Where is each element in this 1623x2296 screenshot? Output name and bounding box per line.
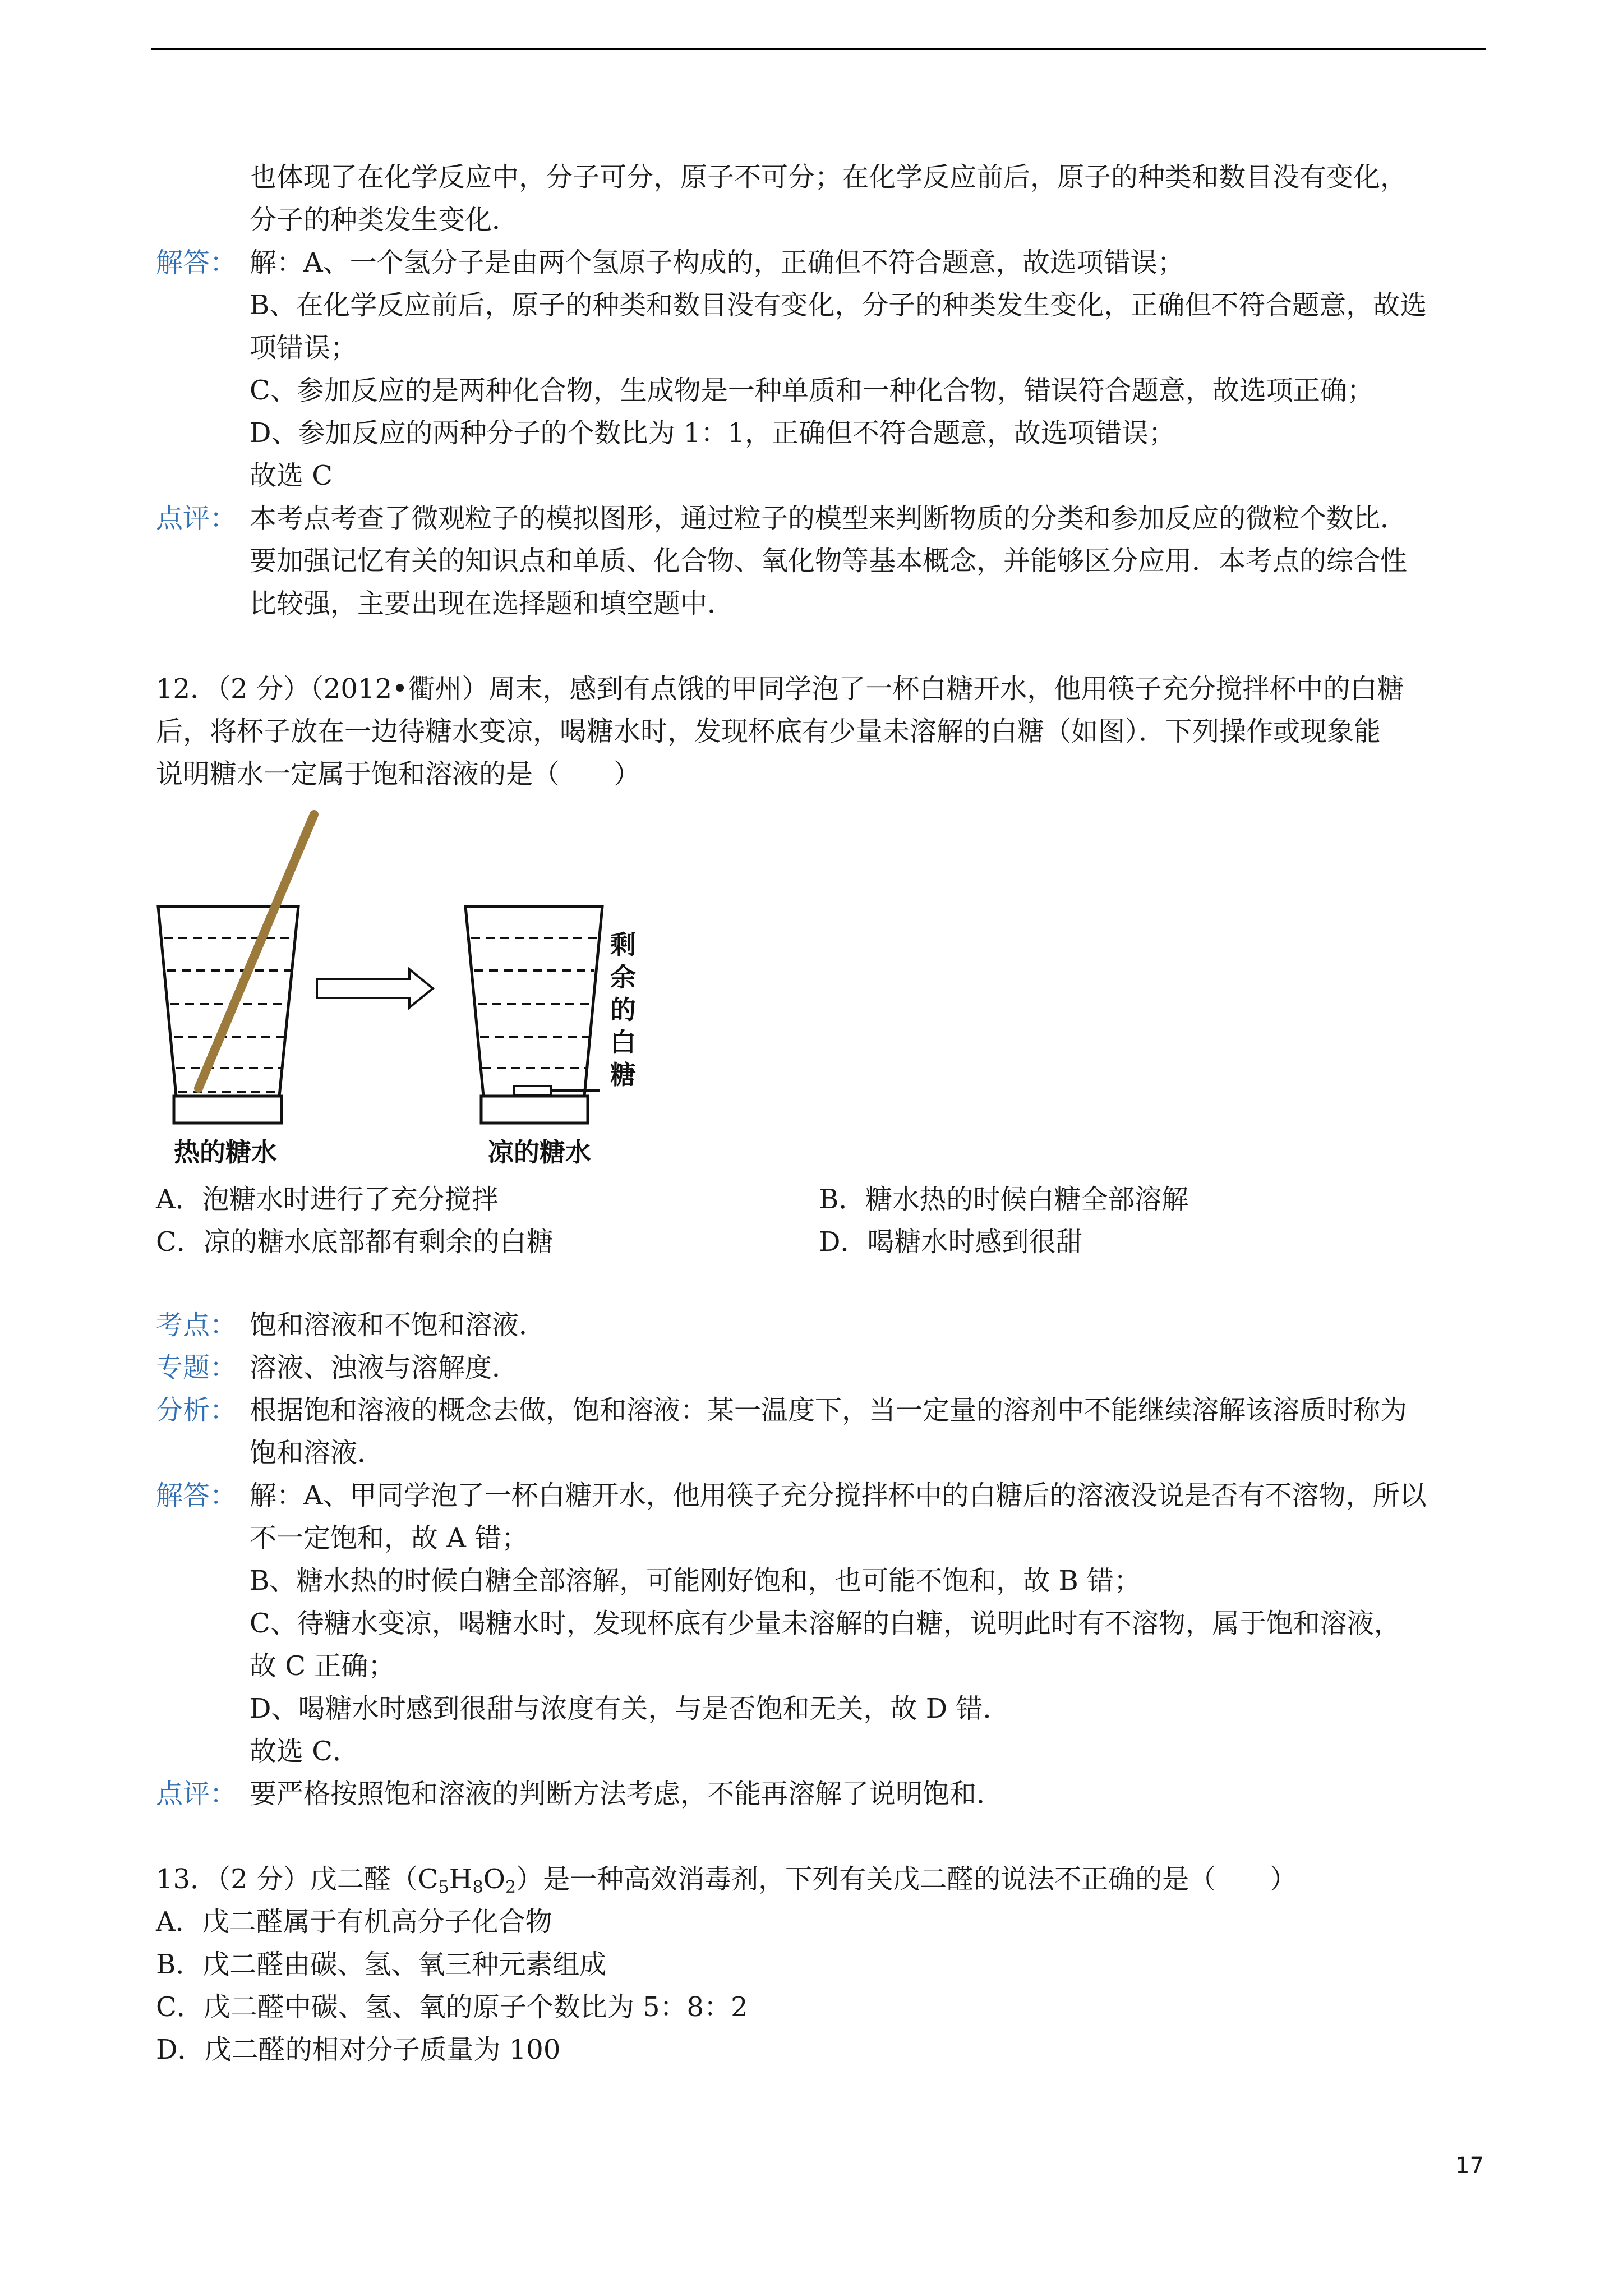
side-label-char-4: 白: [610, 1027, 636, 1057]
side-label-char-5: 糖: [610, 1060, 636, 1090]
q11-answer-line-3: 项错误；: [250, 332, 358, 364]
header-rule: [151, 48, 1486, 50]
page-number: 17: [1455, 2153, 1484, 2179]
q11-answer-line-6: 故选 C: [250, 460, 333, 491]
q11-answer-line-1: 解：A、一个氢分子是由两个氢原子构成的，正确但不符合题意，故选项错误；: [250, 247, 1184, 278]
q13-option-b: B．戊二醛由碳、氢、氧三种元素组成: [156, 1949, 607, 1980]
q11-answer-line-2: B、在化学反应前后，原子的种类和数目没有变化，分子的种类发生变化，正确但不符合题意，故选: [250, 289, 1427, 321]
q11-comment-line-2: 要加强记忆有关的知识点和单质、化合物、氧化物等基本概念，并能够区分应用．本考点的综合性: [250, 545, 1408, 577]
q11-comment-line-3: 比较强，主要出现在选择题和填空题中．: [250, 588, 735, 619]
q12-kaodian-label: 考点：: [156, 1309, 237, 1341]
q12-zhuanti: 溶液、浊液与溶解度．: [250, 1352, 519, 1383]
q12-stem-line-3: 说明糖水一定属于饱和溶液的是（ ）: [156, 758, 641, 790]
right-arrow-icon: [317, 969, 433, 1007]
q12-answer-label: 解答：: [156, 1480, 237, 1511]
q12-comment-label: 点评：: [156, 1778, 237, 1810]
q12-answer-line-1: 解：A、甲同学泡了一杯白糖开水，他用筷子充分搅拌杯中的白糖后的溶液没说是否有不溶物，所以: [250, 1480, 1427, 1511]
q13-stem: 13．（2 分）戊二醛$(C_5H_8O_2)$是一种高效消毒剂，下列有关戊二醛的说法不正确的是（ ）: [156, 1864, 1297, 1897]
q12-option-c: C．凉的糖水底部都有剩余的白糖: [156, 1226, 554, 1258]
q12-option-b: B．糖水热的时候白糖全部溶解: [819, 1184, 1189, 1215]
q11-comment-line-1: 本考点考查了微观粒子的模拟图形，通过粒子的模型来判断物质的分类和参加反应的微粒个数比．: [250, 503, 1408, 534]
q11-comment-label: 点评：: [156, 503, 237, 534]
q11-answer-line-5: D、参加反应的两种分子的个数比为 1：1，正确但不符合题意，故选项错误；: [250, 417, 1175, 449]
q12-stem-line-2: 后，将杯子放在一边待糖水变凉，喝糖水时，发现杯底有少量未溶解的白糖（如图）．下列操作或现象能: [156, 716, 1381, 747]
q12-answer-line-6: D、喝糖水时感到很甜与浓度有关，与是否饱和无关，故 D 错．: [250, 1693, 1010, 1724]
analysis-continued-line-1: 也体现了在化学反应中，分子可分，原子不可分；在化学反应前后，原子的种类和数目没有变化，: [250, 162, 1408, 193]
q12-option-a: A．泡糖水时进行了充分搅拌: [156, 1184, 499, 1215]
q12-stem-line-1: 12．（2 分）（2012•衢州）周末，感到有点饿的甲同学泡了一杯白糖开水，他用筷子充分搅拌杯中的白糖: [156, 673, 1404, 705]
q11-answer-label: 解答：: [156, 247, 237, 278]
q12-comment: 要严格按照饱和溶液的判断方法考虑，不能再溶解了说明饱和．: [250, 1778, 1004, 1810]
q12-fenxi-line-1: 根据饱和溶液的概念去做，饱和溶液：某一温度下，当一定量的溶剂中不能继续溶解该溶质时称为: [250, 1395, 1408, 1426]
q12-answer-line-3: B、糖水热的时候白糖全部溶解，可能刚好饱和，也可能不饱和，故 B 错；: [250, 1565, 1141, 1596]
q12-zhuanti-label: 专题：: [156, 1352, 237, 1383]
q12-answer-line-7: 故选 C．: [250, 1736, 359, 1767]
q12-answer-line-5: 故 C 正确；: [250, 1650, 395, 1682]
q12-fenxi-line-2: 饱和溶液．: [250, 1437, 385, 1469]
q12-answer-line-2: 不一定饱和，故 A 错；: [250, 1522, 529, 1554]
side-label-char-3: 的: [610, 995, 636, 1025]
q13-option-c: C．戊二醛中碳、氢、氧的原子个数比为 5：8：2: [156, 1991, 748, 2023]
q13-option-d: D．戊二醛的相对分子质量为 100: [156, 2034, 561, 2065]
q12-option-d: D．喝糖水时感到很甜: [819, 1226, 1083, 1258]
side-label-char-2: 余: [610, 962, 636, 992]
q13-option-a: A．戊二醛属于有机高分子化合物: [156, 1906, 552, 1938]
side-label-char-1: 剩: [610, 930, 636, 960]
sugar-water-figure: [151, 808, 656, 1178]
hot-water-caption: 热的糖水: [174, 1137, 277, 1167]
chopstick-drawing: [199, 815, 314, 1088]
q12-kaodian: 饱和溶液和不饱和溶液．: [250, 1309, 546, 1341]
cool-water-caption: 凉的糖水: [488, 1137, 591, 1167]
q11-answer-line-4: C、参加反应的是两种化合物，生成物是一种单质和一种化合物，错误符合题意，故选项正确；: [250, 375, 1374, 406]
q12-answer-line-4: C、待糖水变凉，喝糖水时，发现杯底有少量未溶解的白糖，说明此时有不溶物，属于饱和溶液，: [250, 1608, 1401, 1639]
analysis-continued-line-2: 分子的种类发生变化．: [250, 204, 519, 236]
q12-fenxi-label: 分析：: [156, 1395, 237, 1426]
